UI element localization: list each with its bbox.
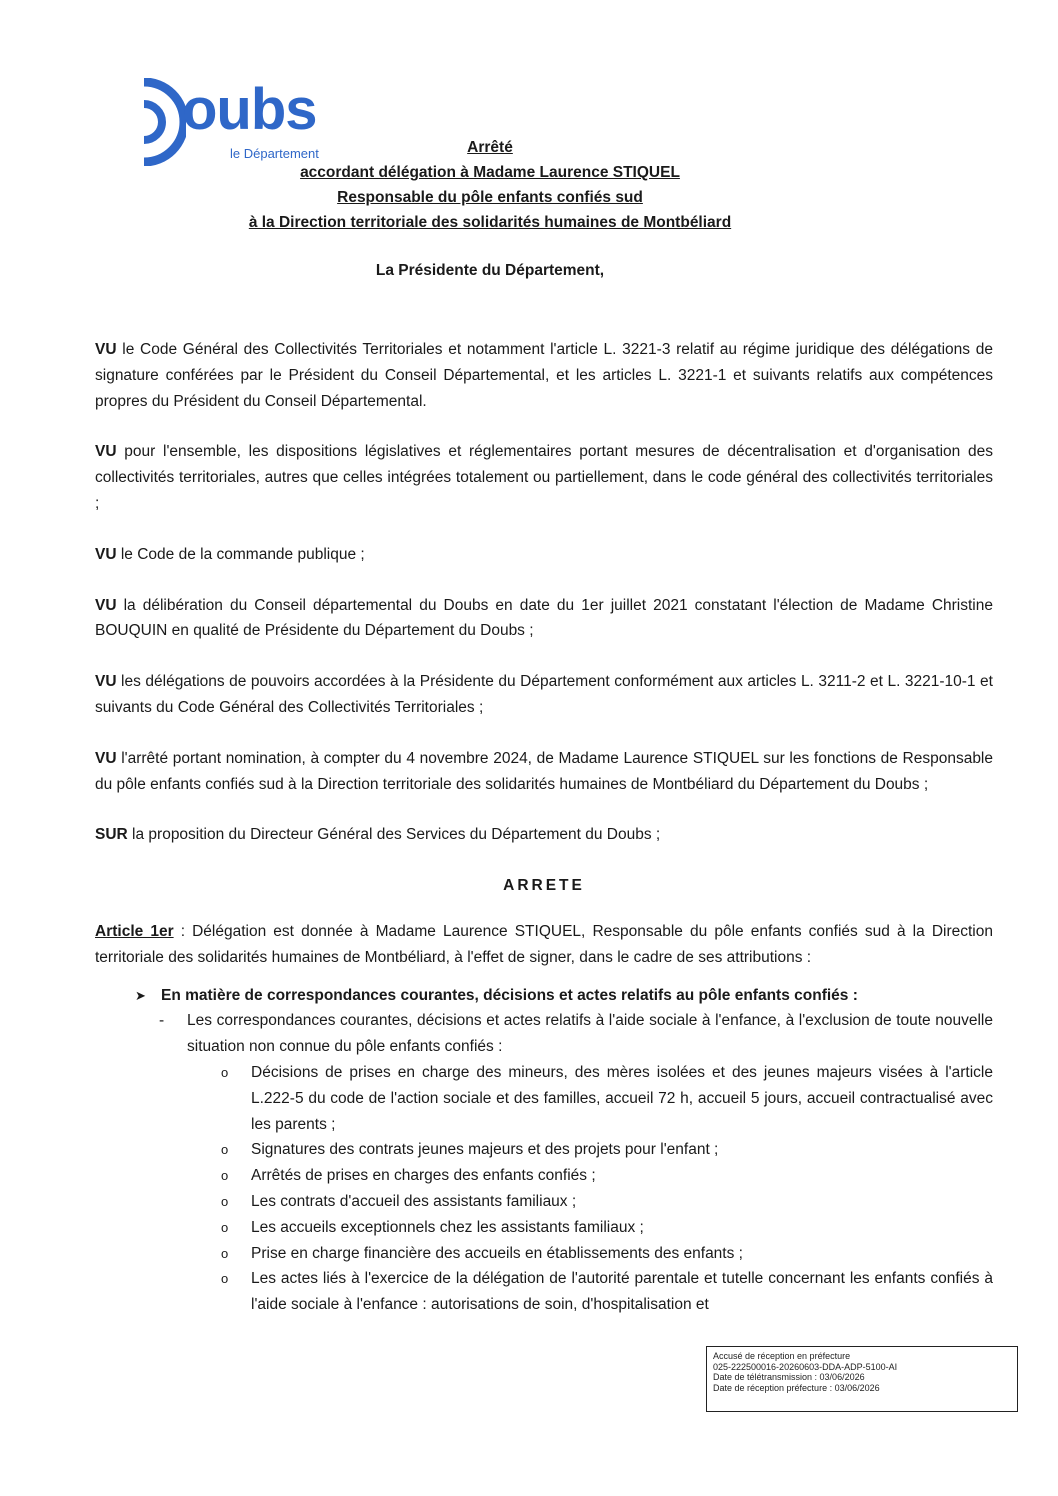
document-title: Arrêté	[467, 139, 513, 156]
visa-text: pour l'ensemble, les dispositions législatives et réglementaires portant mesures de décentralisation et d'organisation des collectivités territoriales, autres que celles intégrées totalement ou partiellement, dans le code général des collectivités territoriales ;	[95, 443, 993, 512]
list-item	[221, 1060, 993, 1137]
visa-label: VU	[95, 596, 117, 614]
logo-wordmark: oubs	[182, 77, 317, 142]
list-item	[221, 1163, 993, 1189]
circle-bullet-icon: o	[221, 1193, 229, 1209]
visa-text: le Code Général des Collectivités Territoriales et notamment l'article L. 3221-3 relatif au régime juridique des délégations de signature conférées par le Président du Conseil Départemental, et les articles L. 3221-1 et suivants relatifs aux compétences propres du Président du Conseil Départemental.	[95, 341, 993, 410]
dash-item-text: Les correspondances courantes, décisions et actes relatifs à l'aide sociale à l'enfance, à l'exclusion de toute nouvelle situation non connue du pôle enfants confiés :	[187, 1012, 993, 1056]
circle-bullet-icon: o	[221, 1168, 229, 1184]
circle-bullet-icon: o	[221, 1219, 229, 1235]
article-1-text: : Délégation est donnée à Madame Laurence STIQUEL, Responsable du pôle enfants confiés sud à la Direction territoriale des solidarités humaines de Montbéliard, à l'effet de signer, dans le cadre de ses attributions :	[95, 922, 993, 966]
list-item-text: Prise en charge financière des accueils en établissements des enfants ;	[251, 1244, 743, 1262]
arrete-heading: ARRETE	[503, 877, 585, 895]
section-heading	[135, 983, 993, 1009]
visa-paragraph	[95, 822, 993, 848]
article-1-section	[135, 983, 993, 1318]
dash-item	[159, 1008, 993, 1060]
doubs-logo-icon	[138, 78, 186, 166]
circle-bullet-icon: o	[221, 1271, 229, 1287]
arrow-bullet-icon: ➤	[135, 987, 146, 1003]
article-1	[95, 919, 993, 971]
stamp-line-1: Accusé de réception en préfecture	[713, 1351, 851, 1361]
logo-subtitle: le Département	[230, 146, 319, 161]
list-item	[221, 1241, 993, 1267]
stamp-line-3: Date de télétransmission : 03/06/2026	[713, 1372, 865, 1382]
list-item	[221, 1215, 993, 1241]
visa-label: SUR	[95, 826, 128, 844]
visa-paragraph	[95, 746, 993, 798]
circle-bullet-icon: o	[221, 1245, 229, 1261]
visa-text: la proposition du Directeur Général des Services du Département du Doubs ;	[127, 826, 661, 844]
list-item-text: Les accueils exceptionnels chez les assistants familiaux ;	[251, 1218, 644, 1236]
stamp-line-2: 025-222500016-20260603-DDA-ADP-5100-AI	[713, 1361, 898, 1372]
visa-paragraph	[95, 542, 993, 568]
header-line-2: Responsable du pôle enfants confiés sud	[337, 189, 643, 206]
header-line-1: accordant délégation à Madame Laurence STIQUEL	[300, 164, 680, 181]
sub-item-list	[221, 1060, 993, 1318]
subject-line: La Présidente du Département,	[375, 262, 605, 279]
visa-text: l'arrêté portant nomination, à compter du 4 novembre 2024, de Madame Laurence STIQUEL sur les fonctions de Responsable du pôle enfants confiés sud à la Direction territoriale des solidarités humaines de Montbéliard du Département du Doubs ;	[95, 749, 993, 793]
article-1-label: Article 1er	[95, 922, 174, 940]
visa-paragraph	[95, 439, 993, 516]
visa-paragraph	[95, 669, 993, 721]
visa-label: VU	[95, 341, 117, 358]
list-item-text: Décisions de prises en charge des mineurs, des mères isolées et des jeunes majeurs visées à l'article L.222-5 du code de l'action sociale et des familles, accueil 72 h, accueil 5 jours, accueil contractualisé avec les parents ;	[251, 1063, 993, 1133]
visa-text: le Code de la commande publique ;	[116, 545, 365, 563]
document-body	[95, 337, 993, 1318]
list-item	[221, 1137, 993, 1163]
visa-paragraph	[95, 593, 993, 645]
header-line-3: à la Direction territoriale des solidarités humaines de Montbéliard	[248, 214, 732, 231]
list-item	[221, 1189, 993, 1215]
list-item-text: Signatures des contrats jeunes majeurs et des projets pour l'enfant ;	[251, 1141, 719, 1159]
prefecture-stamp	[706, 1346, 1018, 1412]
list-item-text: Les contrats d'accueil des assistants familiaux ;	[251, 1192, 577, 1210]
section-heading-text: En matière de correspondances courantes, décisions et actes relatifs au pôle enfants confiés :	[161, 986, 858, 1004]
list-item-text: Arrêtés de prises en charges des enfants confiés ;	[251, 1167, 596, 1185]
visa-label: VU	[95, 443, 117, 461]
list-item	[221, 1266, 993, 1318]
list-item-text: Les actes liés à l'exercice de la délégation de l'autorité parentale et tutelle concernant les enfants confiés à l'aide sociale à l'enfance : autorisations de soin, d'hospitalisation et	[251, 1270, 993, 1314]
circle-bullet-icon: o	[221, 1064, 229, 1080]
visa-text: la délibération du Conseil départemental du Doubs en date du 1er juillet 2021 constatant l'élection de Madame Christine BOUQUIN en qualité de Présidente du Département du Doubs ;	[95, 596, 993, 640]
visa-text: les délégations de pouvoirs accordées à la Présidente du Département conformément aux articles L. 3211-2 et L. 3221-10-1 et suivants du Code Général des Collectivités Territoriales ;	[95, 673, 993, 716]
visa-paragraph	[95, 337, 993, 414]
circle-bullet-icon: o	[221, 1142, 229, 1158]
visa-label: VU	[95, 749, 117, 767]
visa-label: VU	[95, 545, 117, 563]
dash-bullet-icon: -	[159, 1012, 165, 1030]
visa-label: VU	[95, 673, 117, 691]
stamp-line-4: Date de réception préfecture : 03/06/2026	[713, 1382, 880, 1393]
document-header	[180, 135, 800, 235]
